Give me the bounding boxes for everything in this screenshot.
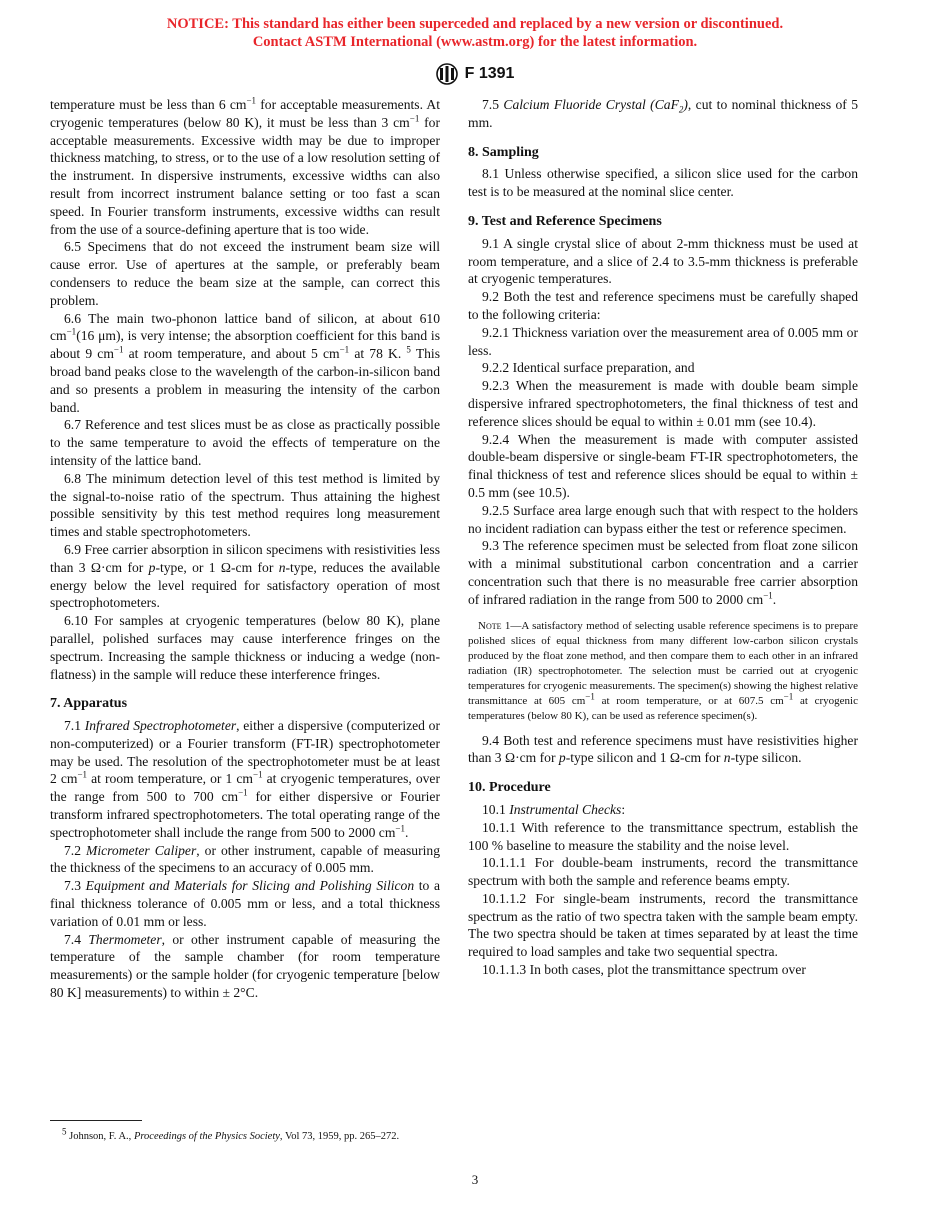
right-column bbox=[468, 96, 858, 979]
astm-logo-icon bbox=[436, 63, 458, 85]
section-heading-7: 7. Apparatus bbox=[50, 696, 128, 712]
para-6-4-continued: temperature must be less than 6 $cm^{-1}$ for acceptable measurements. At cryogenic temperatures (below 80 K), it must be less than 3 $cm^{-1}$ for acceptable measurements. Excessive width may be due to improper thickness matching, to stress, or to the use of a low resolution setting of the instrument. In dispersive instruments, excessive widths can also result from incorrect instrument balance setting or too fast a scan speed. In Fourier transform instruments, excessive widths can result from the use of a source-defining aperture that is too wide. bbox=[50, 95, 441, 237]
page-number: 3 bbox=[471, 1172, 479, 1187]
para-9-2-5: 9.2.5 Surface area large enough such that with respect to the holders no incident radiation can bypass either the test or reference specimen. bbox=[468, 502, 858, 536]
para-7-4: 7.4 Thermometer, or other instrument capable of measuring the temperature of the sample chamber (for room temperature measurements) or the sample holder (for cryogenic temperature [below 80 K] measurements) to within ± 2°C. bbox=[50, 931, 440, 1001]
para-6-7: 6.7 Reference and test slices must be as close as practically possible to the same temperature to avoid the effects of temperature on the intensity of the lattice band. bbox=[50, 417, 440, 468]
para-10-1-1-1: 10.1.1.1 For double-beam instruments, record the transmittance spectrum with both the sample and reference beams empty. bbox=[468, 855, 858, 889]
para-9-3: 9.3 The reference specimen must be selected from float zone silicon with a minimal substitutional carbon concentration and a carrier concentration such that there is no measurable free carrier absorption of infrared radiation in the range from 500 to 2000 $cm^{-1}$. bbox=[468, 538, 858, 607]
para-7-3: 7.3 Equipment and Materials for Slicing and Polishing Silicon to a final thickness tolerance of 0.005 mm or less, and a total thickness variation of 0.01 mm or less. bbox=[50, 878, 441, 929]
para-10-1: 10.1 Instrumental Checks: bbox=[482, 801, 626, 817]
para-7-1: 7.1 Infrared Spectrophotometer, either a dispersive (computerized or non-computerized) or a Fourier transform (FT-IR) spectrophotometer may be used. The resolution of the spectrophotometer must be at least 2 $cm^{-1}$ at room temperature, or 1 $cm^{-1}$ at cryogenic temperatures, over the range from 500 to 700 $cm^{-1}$ for either dispersive or Fourier transform infrared spectrophotometers. The total operating range of the spectrophotometer shall include the range from 500 to 2000 $cm^{-1}$. bbox=[50, 718, 440, 840]
para-10-1-1-2: 10.1.1.2 For single-beam instruments, record the transmittance spectrum as the ratio of two spectra taken with the sample beam empty. The two spectra should be taken at times separated by at least the time required to load samples and take two sequential spectra. bbox=[468, 890, 858, 960]
para-6-9: 6.9 Free carrier absorption in silicon specimens with resistivities less than 3 Ω·cm for p-type, or 1 Ω-cm for n-type, reduces the available energy below the level required for satisfactory operation of most spectrophotometers. bbox=[50, 541, 441, 611]
footnote-ref: 5 bbox=[406, 344, 411, 355]
para-7-5: 7.5 Calcium Fluoride Crystal (CaF$_2$), cut to nominal thickness of 5 mm. bbox=[468, 97, 859, 130]
standard-designation: F 1391 bbox=[464, 65, 515, 82]
section-heading-9: 9. Test and Reference Specimens bbox=[468, 213, 662, 229]
para-9-2-1: 9.2.1 Thickness variation over the measurement area of 0.005 mm or less. bbox=[468, 324, 858, 358]
para-9-2-4: 9.2.4 When the measurement is made with computer assisted double-beam dispersive or single-beam FT-IR spectrophotometers, the final thickness of test and reference slices should be equal to within ± 0.5 mm (see 10.5). bbox=[468, 431, 858, 500]
para-7-2: 7.2 Micrometer Caliper, or other instrument, capable of measuring the thickness of the specimens to an accuracy of 0.005 mm. bbox=[50, 842, 441, 876]
para-9-4: 9.4 Both test and reference specimens must have resistivities higher than 3 Ω·cm for p-type silicon and 1 Ω-cm for n-type silicon. bbox=[468, 732, 858, 766]
para-9-2-3: 9.2.3 When the measurement is made with double beam simple dispersive infrared spectrophotometers, the final thickness of test and reference slices should be equal to within ± 0.01 mm (see 10.4). bbox=[468, 378, 858, 429]
para-8-1: 8.1 Unless otherwise specified, a silicon slice used for the carbon test is to be measured at the nominal slice center. bbox=[468, 166, 858, 200]
left-column bbox=[50, 96, 440, 1002]
para-9-2-2: 9.2.2 Identical surface preparation, and bbox=[482, 360, 695, 376]
page-header bbox=[0, 63, 950, 85]
para-6-5: 6.5 Specimens that do not exceed the instrument beam size will cause error. Use of apertures at the sample, or preferably beam condensers to reduce the beam size at the sample, can correct this problem. bbox=[50, 239, 440, 308]
footnote-5: $^5$ Johnson, F. A., Proceedings of the Physics Society, Vol 73, 1959, pp. 265–272. bbox=[62, 1126, 400, 1142]
para-10-1-1-3: 10.1.1.3 In both cases, plot the transmittance spectrum over bbox=[482, 962, 806, 978]
para-9-1: 9.1 A single crystal slice of about 2-mm thickness must be used at room temperature, and a slice of 2.4 to 3.5-mm thickness is preferable at cryogenic temperatures. bbox=[468, 235, 858, 287]
section-heading-8: 8. Sampling bbox=[468, 144, 539, 160]
footnote-divider bbox=[50, 1120, 142, 1121]
para-9-2: 9.2 Both the test and reference specimens must be carefully shaped to the following criteria: bbox=[468, 289, 858, 322]
para-6-6: 6.6 The main two-phonon lattice band of silicon, at about 610 $cm^{-1}(16$ μm), is very intense; the absorption coefficient for this band is about 9 $cm^{-1}$ at room temperature, and about 5 $cm^{-1}$ at 78 K. $^5$ This broad band peaks close to the wavelength of the carbon-in-silicon band and so presents a problem in measuring the intensity of the carbon band. bbox=[50, 310, 440, 415]
para-6-10: 6.10 For samples at cryogenic temperatures (below 80 K), plane parallel, polished surfaces may cause interference fringes on the spectrum. Increasing the sample thickness or inducing a wedge (non-flatness) in the sample will reduce these interference fringes. bbox=[50, 613, 440, 682]
section-heading-10: 10. Procedure bbox=[468, 780, 551, 796]
notice-banner bbox=[0, 15, 950, 51]
note-1: Note 1—A satisfactory method of selecting usable reference specimens is to prepare polished slices of equal thickness from many different low-carbon silicon crystals produced by the float zone method, and then compare them to each other in an infrared radiation (IR) spectrophotometer. The selection must be carried out at cryogenic temperatures for cryogenic measurements. The specimen(s) showing the highest relative transmittance at 605 $cm^{-1}$ at room temperature, or at 607.5 $cm^{-1}$ at cryogenic temperatures (below 80 K), can be used as reference specimen(s). bbox=[468, 619, 858, 722]
notice-line-1: NOTICE: This standard has either been superceded and replaced by a new version or discontinued. bbox=[166, 16, 784, 32]
notice-line-2: Contact ASTM International (www.astm.org) for the latest information. bbox=[252, 34, 698, 50]
para-10-1-1: 10.1.1 With reference to the transmittance spectrum, establish the 100 % baseline to measure the stability and the noise level. bbox=[468, 819, 858, 853]
para-6-8: 6.8 The minimum detection level of this test method is limited by the signal-to-noise ratio of the spectrum. Thus attaining the highest possible sensitivity by this test method requires long measurement times and stable spectrophotometers. bbox=[50, 470, 440, 540]
